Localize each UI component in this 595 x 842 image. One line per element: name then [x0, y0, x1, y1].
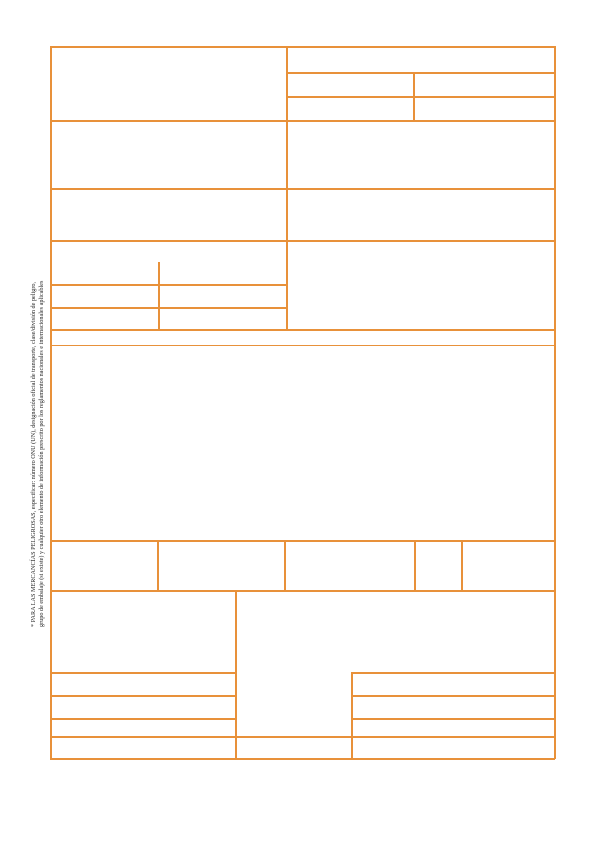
cell-divider-157	[157, 540, 159, 590]
row-line-540	[50, 540, 555, 542]
bottom-right-line-718	[351, 718, 555, 720]
right-top-row-line-1	[286, 72, 555, 74]
row-line-240	[50, 240, 555, 242]
row-line-188	[50, 188, 555, 190]
dangerous-goods-note	[30, 207, 46, 627]
row-line-330	[50, 329, 555, 331]
bottom-divider-235	[235, 590, 237, 759]
row-line-120	[50, 120, 555, 122]
frame-right	[554, 46, 556, 759]
left-block-line-284	[50, 284, 287, 286]
row-line-590	[50, 590, 555, 592]
frame-top	[50, 46, 555, 48]
bottom-left-line-672	[50, 672, 236, 674]
bottom-right-line-695	[351, 695, 555, 697]
left-block-line-307	[50, 307, 287, 309]
frame-left	[50, 46, 52, 759]
cell-divider-462	[461, 540, 463, 590]
cell-divider-284	[284, 540, 286, 590]
bottom-left-line-695	[50, 695, 236, 697]
dangerous-goods-note-line-2: grupo de embalaje (si existe) y cualquier otro elemento de información prescrito por los reglamentos nacionales e internacionales aplicables	[38, 280, 45, 627]
bottom-right-line-672	[351, 672, 555, 674]
bottom-divider-351	[351, 672, 353, 759]
right-top-row-line-2	[286, 96, 555, 98]
frame-bottom	[50, 758, 555, 760]
cell-divider-414	[414, 540, 416, 590]
left-block-divider	[158, 262, 160, 330]
bottom-left-line-718	[50, 718, 236, 720]
bottom-line-736	[50, 736, 555, 738]
right-top-cell-divider	[413, 72, 415, 120]
row-line-345	[50, 345, 555, 346]
dangerous-goods-note-line-1: * PARA LAS MERCANCÍAS PELIGROSAS, especificar: número ONU (UN), designación oficial de transporte, clase/división de peligro,	[30, 281, 37, 627]
